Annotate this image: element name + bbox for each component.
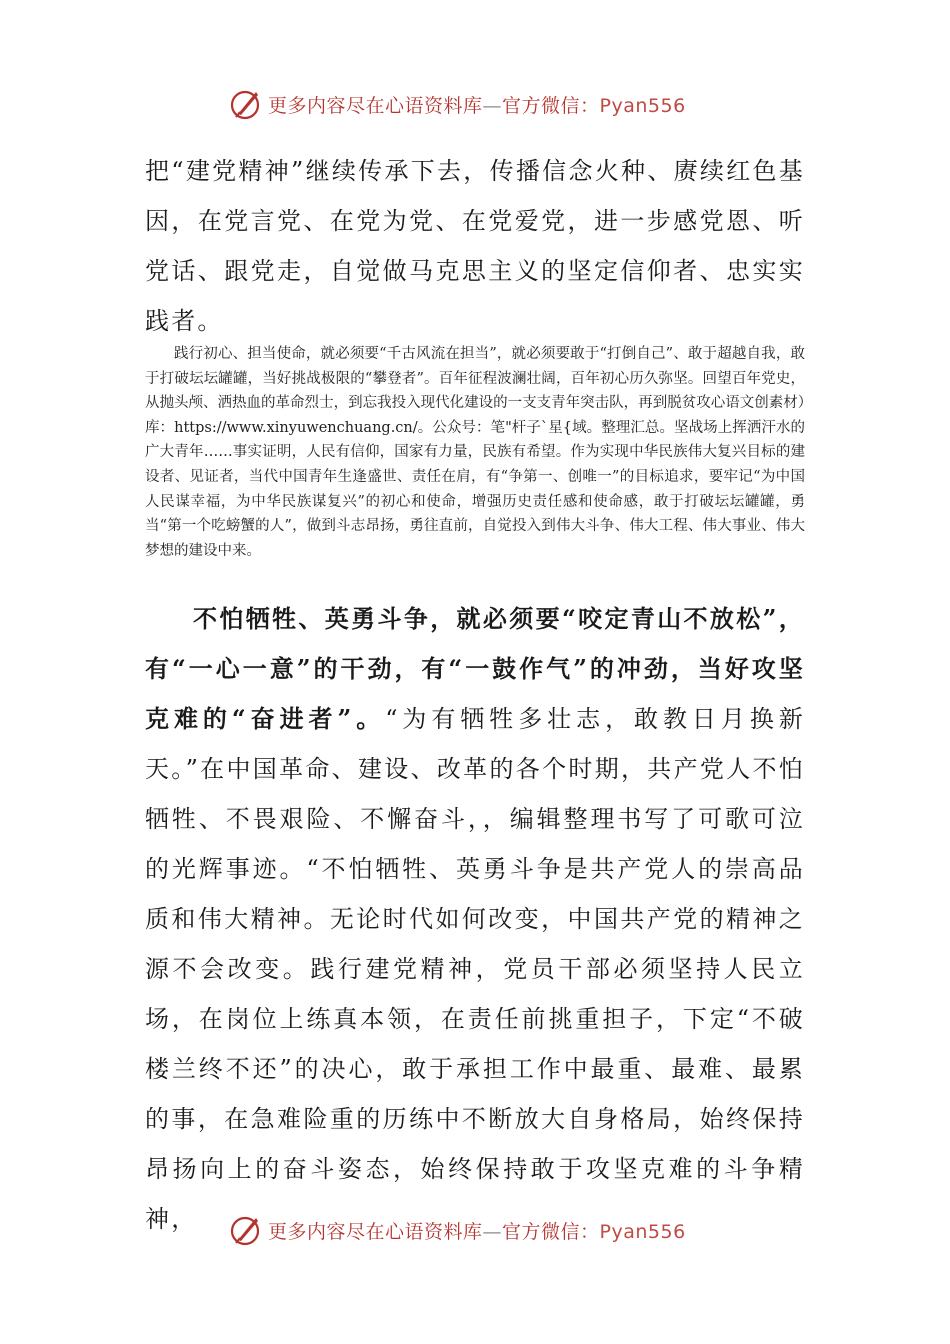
header-contact: 官方微信： — [502, 94, 600, 117]
paragraph-2-block — [145, 342, 805, 563]
quill-circle-icon — [228, 86, 264, 122]
paragraph-3-bold: 不怕牺牲、英勇斗争，就必须要“咬定青山不放松”，有“一心一意”的干劲，有“一鼓作气”的冲劲，当好攻坚克难的“奋进者”。 — [145, 604, 805, 733]
paragraph-3-block — [145, 594, 805, 1244]
header-title: 更多内容尽在心语资料库 — [268, 94, 483, 117]
paragraph-1: 把“建党精神”继续传承下去，传播信念火种、赓续红色基因，在党言党、在党为党、在党爱党，进一步感党恩、听党话、跟党走，自觉做马克思主义的坚定信仰者、忠实实践者。 — [145, 157, 805, 335]
paragraph-3-rest: “为有牺牲多壮志，敢教日月换新天。”在中国革命、建设、改革的各个时期，共产党人不怕牺牲、不畏艰险、不懈奋斗，，编辑整理书写了可歌可泣的光辉事迹。“不怕牺牲、英勇斗争是共产党人的崇高品质和伟大精神。无论时代如何改变，中国共产党的精神之源不会改变。践行建党精神，党员干部必须坚持人民立场，在岗位上练真本领，在责任前挑重担子，下定“不破楼兰终不还”的决心，敢于承担工作中最重、最难、最累的事，在急难险重的历练中不断放大自身格局，始终保持昂扬向上的奋斗姿态，始终保持敢于攻坚克难的斗争精神， — [145, 705, 805, 1233]
paragraph-2: 践行初心、担当使命，就必须要“千古风流在担当”，就必须要敢于“打倒自己”、敢于超越自我，敢于打破坛坛罐罐，当好挑战极限的“攀登者”。百年征程波澜壮阔，百年初心历久弥坚。回望百年党史，从抛头颅、洒热血的革命烈士，到忘我投入现代化建设的一支支青年突击队，再到脱贫攻心语文创素材）库：https://www.xinyuwenchuang.cn/。公众号：笔"杆子`星{域。整理汇总。坚战场上挥洒汗水的广大青年……事实证明，人民有信仰，国家有力量，民族有希望。作为实现中华民族伟大复兴目标的建设者、见证者，当代中国青年生逢盛世、责任在肩，有“争第一、创唯一”的目标追求，要牢记“为中国人民谋幸福，为中华民族谋复兴”的初心和使命，增强历史责任感和使命感，敢于打破坛坛罐罐，勇当“第一个吃螃蟹的人”，做到斗志昂扬，勇往直前，自觉投入到伟大斗争、伟大工程、伟大事业、伟大梦想的建设中来。 — [145, 346, 805, 559]
header-text — [268, 91, 686, 118]
footer-banner — [228, 1210, 686, 1250]
footer-contact: 官方微信： — [502, 1220, 600, 1243]
footer-text — [268, 1217, 686, 1244]
paragraph-1-block — [145, 146, 805, 346]
paragraph-3 — [145, 594, 805, 1244]
footer-wechat: Pyan556 — [599, 1220, 686, 1243]
header-separator: — — [482, 94, 503, 117]
footer-title: 更多内容尽在心语资料库 — [268, 1220, 483, 1243]
quill-circle-icon — [228, 1212, 264, 1248]
header-banner — [228, 84, 686, 124]
header-wechat: Pyan556 — [599, 94, 686, 117]
footer-separator: — — [482, 1220, 503, 1243]
